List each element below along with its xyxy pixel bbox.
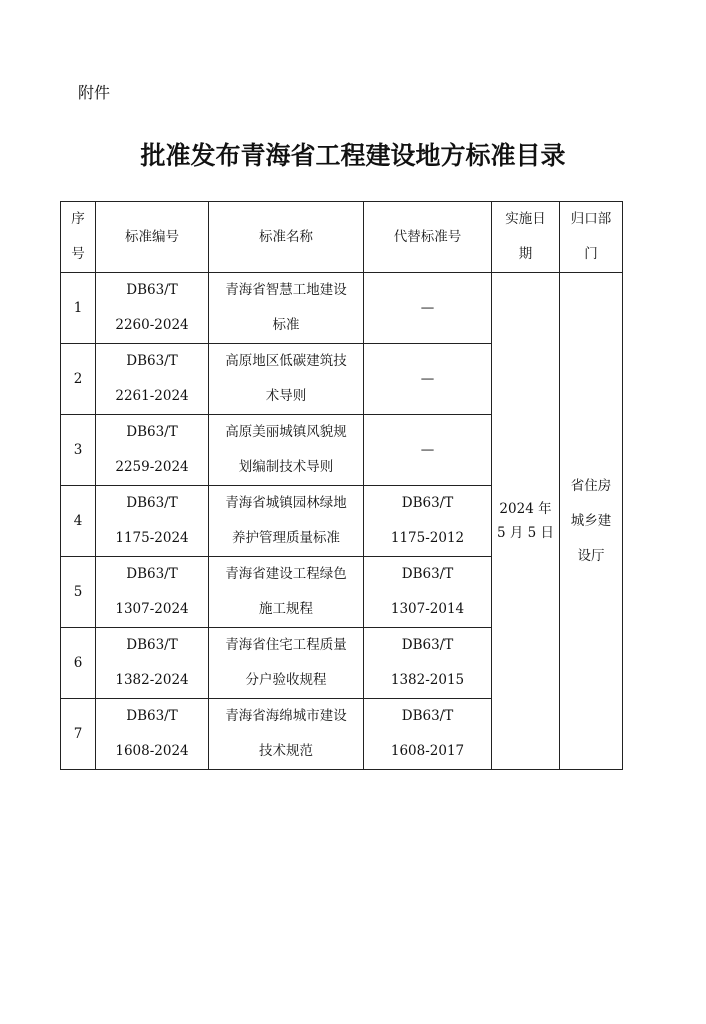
standard-code xyxy=(96,557,209,628)
effective-date-line: 5 月 5 日 xyxy=(496,525,555,541)
replaced-standard xyxy=(364,699,492,770)
replaced-standard-line: DB63/T xyxy=(401,708,454,724)
standard-name xyxy=(209,344,364,415)
responsible-dept-line: 省住房 xyxy=(570,477,612,494)
replaced-standard xyxy=(364,628,492,699)
standard-code xyxy=(96,699,209,770)
standard-name xyxy=(209,628,364,699)
standard-code xyxy=(96,344,209,415)
replaced-standard xyxy=(364,557,492,628)
standard-name-line: 青海省海绵城市建设 xyxy=(225,708,347,724)
standard-code-line: 2261-2024 xyxy=(115,388,189,404)
standards-table xyxy=(60,201,623,770)
table-header-row xyxy=(61,202,623,273)
standard-code-line: DB63/T xyxy=(126,424,178,440)
header-dept xyxy=(560,202,623,273)
header-dept-line1: 归口部 xyxy=(570,211,612,227)
attachment-label: 附件 xyxy=(78,83,111,102)
replaced-standard-line: 1175-2012 xyxy=(390,530,465,546)
standard-name-line: 标准 xyxy=(272,317,300,333)
replaced-standard xyxy=(364,344,492,415)
standard-code-line: DB63/T xyxy=(126,282,178,298)
header-no-line2: 号 xyxy=(71,246,85,262)
row-number: 7 xyxy=(61,699,96,770)
replaced-standard-line: — xyxy=(420,370,435,387)
standard-code-line: DB63/T xyxy=(126,708,178,724)
standard-code-line: DB63/T xyxy=(126,566,178,582)
standard-name-line: 青海省城镇园林绿地 xyxy=(225,495,347,511)
standard-name xyxy=(209,557,364,628)
responsible-dept-line: 城乡建 xyxy=(570,512,612,529)
replaced-standard-line: DB63/T xyxy=(401,495,454,511)
standard-name-line: 术导则 xyxy=(265,388,307,404)
header-no xyxy=(61,202,96,273)
standard-name-line: 技术规范 xyxy=(259,743,313,759)
effective-date xyxy=(492,273,560,770)
standard-code-line: DB63/T xyxy=(126,637,178,653)
table-row xyxy=(61,273,623,344)
standard-code-line: 1382-2024 xyxy=(115,672,189,688)
standard-name xyxy=(209,415,364,486)
standard-code-line: 1608-2024 xyxy=(115,743,189,759)
standard-code-line: 2259-2024 xyxy=(115,459,189,475)
header-name: 标准名称 xyxy=(209,202,364,273)
standard-name-line: 青海省建设工程绿色 xyxy=(225,566,347,582)
row-number: 3 xyxy=(61,415,96,486)
header-dept-line2: 门 xyxy=(584,246,598,262)
standard-code-line: DB63/T xyxy=(126,495,178,511)
standard-name-line: 分户验收规程 xyxy=(245,672,327,688)
effective-date-line: 2024 年 xyxy=(499,501,552,517)
row-number: 5 xyxy=(61,557,96,628)
standard-name xyxy=(209,486,364,557)
replaced-standard-line: — xyxy=(420,441,435,458)
standard-code xyxy=(96,273,209,344)
standard-name-line: 高原美丽城镇风貌规 xyxy=(225,424,347,440)
row-number: 2 xyxy=(61,344,96,415)
responsible-dept xyxy=(560,273,623,770)
replaced-standard-line: — xyxy=(420,299,435,316)
row-number: 4 xyxy=(61,486,96,557)
standard-code-line: 2260-2024 xyxy=(115,317,189,333)
page-title: 批准发布青海省工程建设地方标准目录 xyxy=(140,141,566,170)
replaced-standard-line: DB63/T xyxy=(401,566,454,582)
standard-code xyxy=(96,415,209,486)
header-code: 标准编号 xyxy=(96,202,209,273)
row-number: 1 xyxy=(61,273,96,344)
header-date-line1: 实施日 xyxy=(505,211,546,227)
standard-name-line: 青海省智慧工地建设 xyxy=(225,282,347,298)
replaced-standard-line: DB63/T xyxy=(401,637,454,653)
replaced-standard-line: 1307-2014 xyxy=(390,601,465,617)
responsible-dept-line: 设厅 xyxy=(577,547,605,564)
replaced-standard xyxy=(364,486,492,557)
standard-code xyxy=(96,486,209,557)
replaced-standard xyxy=(364,273,492,344)
standard-code-line: 1175-2024 xyxy=(115,530,189,546)
standard-name-line: 高原地区低碳建筑技 xyxy=(225,353,347,369)
standard-name-line: 划编制技术导则 xyxy=(238,459,334,475)
header-replaces: 代替标准号 xyxy=(364,202,492,273)
row-number: 6 xyxy=(61,628,96,699)
standard-code xyxy=(96,628,209,699)
standard-name xyxy=(209,273,364,344)
replaced-standard-line: 1382-2015 xyxy=(390,672,465,688)
header-no-line1: 序 xyxy=(71,211,85,227)
header-date-line2: 期 xyxy=(518,246,533,262)
standard-code-line: 1307-2024 xyxy=(115,601,189,617)
replaced-standard-line: 1608-2017 xyxy=(390,743,465,759)
standard-code-line: DB63/T xyxy=(126,353,178,369)
standard-name-line: 施工规程 xyxy=(259,601,313,617)
standard-name-line: 养护管理质量标准 xyxy=(232,530,340,546)
header-date xyxy=(492,202,560,273)
standard-name xyxy=(209,699,364,770)
replaced-standard xyxy=(364,415,492,486)
standard-name-line: 青海省住宅工程质量 xyxy=(225,637,347,653)
